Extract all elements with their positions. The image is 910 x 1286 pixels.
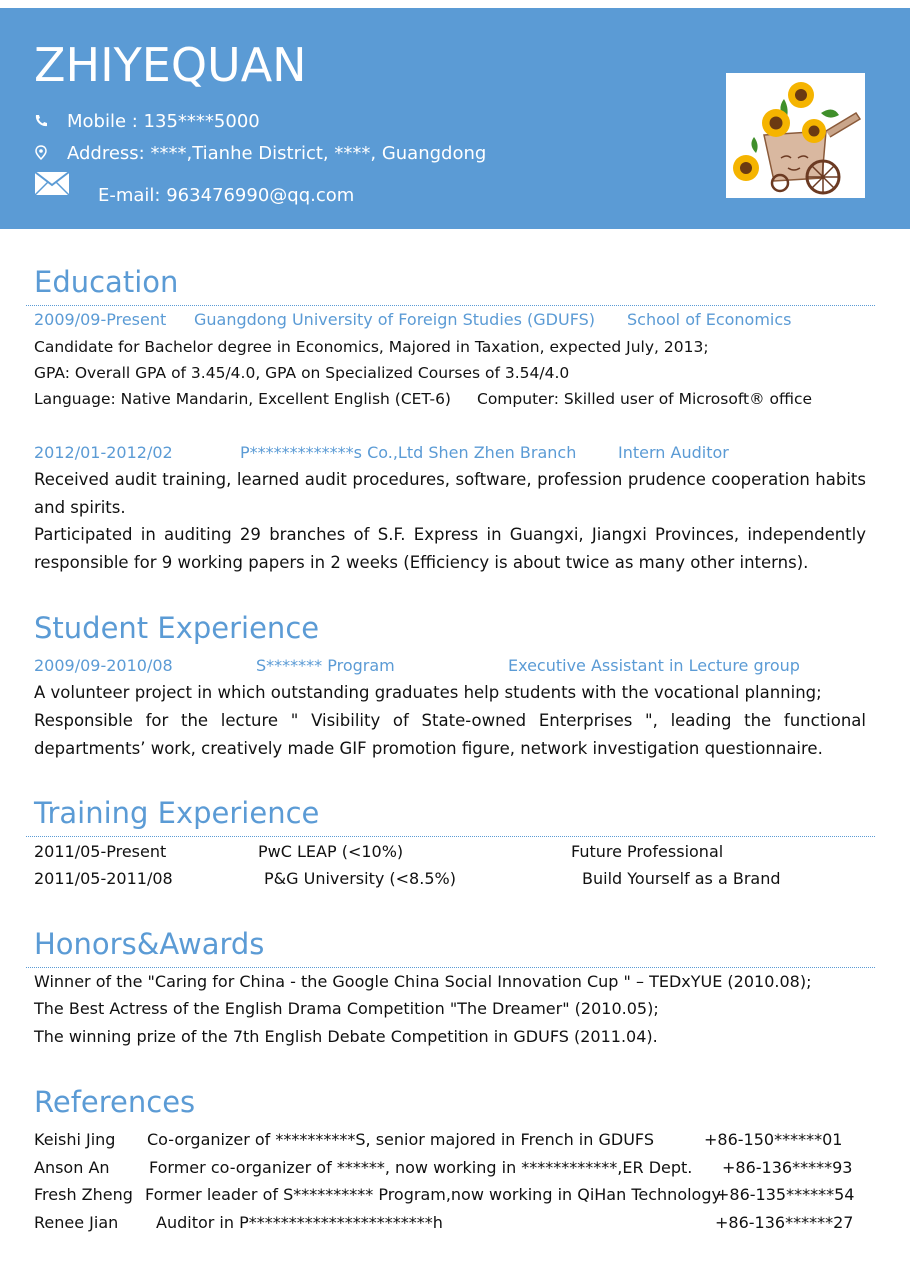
intern-role: Intern Auditor xyxy=(618,443,729,462)
honor-item-1: Winner of the "Caring for China - the Google China Social Innovation Cup " – TEDxYUE (2010.08); xyxy=(34,972,812,991)
profile-photo xyxy=(726,73,865,198)
intern-para-1: Received audit training, learned audit procedures, software, profession prudence cooperation habits and spirits. xyxy=(34,470,866,517)
phone-icon xyxy=(34,114,48,132)
reference-name-1: Keishi Jing xyxy=(34,1130,116,1149)
reference-phone-1: +86-150******01 xyxy=(704,1130,843,1149)
education-gpa: GPA: Overall GPA of 3.45/4.0, GPA on Specialized Courses of 3.54/4.0 xyxy=(34,364,570,382)
student-program: S******* Program xyxy=(256,656,395,675)
reference-name-2: Anson An xyxy=(34,1158,110,1177)
education-date: 2009/09-Present xyxy=(34,310,167,329)
student-para: Responsible for the lecture " Visibility of State-owned Enterprises ", leading the functional departments’ work, creatively made GIF promotion figure, network investigation questionnaire. xyxy=(34,711,866,758)
address-text: Address: ****,Tianhe District, ****, Guangdong xyxy=(67,143,487,164)
student-date: 2009/09-2010/08 xyxy=(34,656,173,675)
header-banner xyxy=(0,8,910,229)
mobile-text: Mobile : 135****5000 xyxy=(67,111,260,132)
reference-desc-2: Former co-organizer of ******, now working in ************,ER Dept. xyxy=(149,1158,693,1177)
training-date-2: 2011/05-2011/08 xyxy=(34,869,173,888)
training-date-1: 2011/05-Present xyxy=(34,842,167,861)
education-school: Guangdong University of Foreign Studies (GDUFS) xyxy=(194,310,596,329)
education-divider xyxy=(26,305,875,306)
education-computer: Computer: Skilled user of Microsoft® office xyxy=(477,390,813,408)
reference-desc-4: Auditor in P***********************h xyxy=(156,1213,443,1232)
envelope-icon xyxy=(34,171,70,200)
training-program-1: PwC LEAP (<10%) xyxy=(258,842,404,861)
references-title: References xyxy=(34,1085,196,1119)
education-language: Language: Native Mandarin, Excellent English (CET-6) xyxy=(34,390,451,408)
training-desc-1: Future Professional xyxy=(571,842,724,861)
education-degree: Candidate for Bachelor degree in Economics, Majored in Taxation, expected July, 2013; xyxy=(34,338,709,356)
reference-phone-3: +86-135******54 xyxy=(716,1185,855,1204)
reference-name-4: Renee Jian xyxy=(34,1213,119,1232)
honors-title: Honors&Awards xyxy=(34,927,265,961)
email-text: E-mail: 963476990@qq.com xyxy=(98,185,355,206)
reference-name-3: Fresh Zheng xyxy=(34,1185,133,1204)
training-divider xyxy=(26,836,875,837)
intern-org: P*************s Co.,Ltd Shen Zhen Branch xyxy=(240,443,577,462)
honors-divider xyxy=(26,967,875,968)
honor-item-3: The winning prize of the 7th English Debate Competition in GDUFS (2011.04). xyxy=(34,1027,658,1046)
education-dept: School of Economics xyxy=(627,310,792,329)
reference-desc-3: Former leader of S********** Program,now working in QiHan Technology xyxy=(145,1185,721,1204)
student-role: Executive Assistant in Lecture group xyxy=(508,656,800,675)
intern-para-2: Participated in auditing 29 branches of S.F. Express in Guangxi, Jiangxi Provinces, independently responsible for 9 working papers in 2 weeks (Efficiency is about twice as many other interns). xyxy=(34,525,866,572)
student-title: Student Experience xyxy=(34,611,320,645)
student-line-1: A volunteer project in which outstanding graduates help students with the vocational planning; xyxy=(34,683,822,702)
reference-phone-4: +86-136******27 xyxy=(715,1213,854,1232)
training-title: Training Experience xyxy=(34,796,320,830)
training-desc-2: Build Yourself as a Brand xyxy=(582,869,781,888)
training-program-2: P&G University (<8.5%) xyxy=(264,869,456,888)
location-icon xyxy=(34,145,48,165)
honor-item-2: The Best Actress of the English Drama Competition "The Dreamer" (2010.05); xyxy=(34,999,659,1018)
reference-phone-2: +86-136*****93 xyxy=(722,1158,853,1177)
reference-desc-1: Co-organizer of **********S, senior majored in French in GDUFS xyxy=(147,1130,654,1149)
education-title: Education xyxy=(34,265,179,299)
candidate-name: ZHIYEQUAN xyxy=(34,38,307,92)
intern-date: 2012/01-2012/02 xyxy=(34,443,173,462)
